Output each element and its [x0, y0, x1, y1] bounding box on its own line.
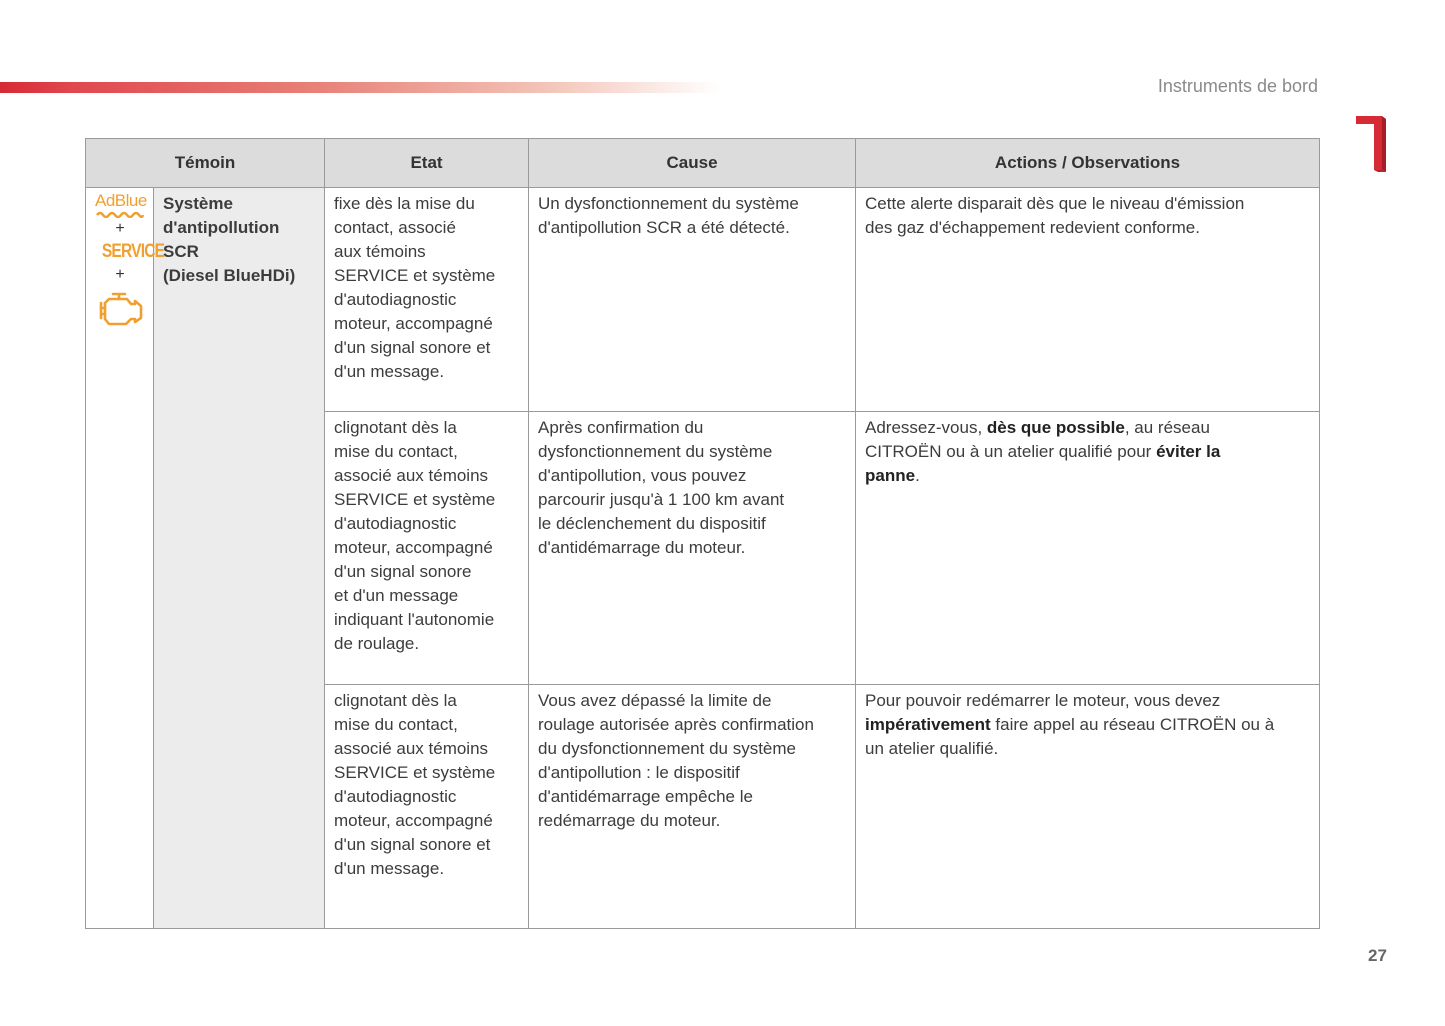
action-line: un atelier qualifié. — [865, 739, 999, 758]
action-emphasis: impérativement — [865, 715, 991, 734]
cause-line: Après confirmation du — [538, 418, 704, 437]
etat-cell — [325, 188, 529, 412]
system-name-line: d'antipollution — [163, 218, 280, 237]
etat-line: de roulage. — [334, 634, 420, 653]
etat-line: fixe dès la mise du — [334, 194, 475, 213]
etat-line: aux témoins — [334, 242, 426, 261]
action-line — [865, 713, 1311, 737]
action-text: CITROËN ou à un atelier qualifié pour — [865, 442, 1157, 461]
cause-line: redémarrage du moteur. — [538, 811, 721, 830]
header-accent-bar — [0, 82, 720, 93]
etat-line: indiquant l'autonomie — [334, 610, 495, 629]
etat-line: d'autodiagnostic — [334, 290, 457, 309]
plus-sign: + — [115, 266, 125, 283]
etat-cell — [325, 412, 529, 685]
etat-line: d'un signal sonore et — [334, 338, 491, 357]
adblue-wave-icon — [95, 210, 145, 218]
etat-cell — [325, 685, 529, 929]
etat-line: associé aux témoins — [334, 739, 489, 758]
cause-line: d'antidémarrage du moteur. — [538, 538, 746, 557]
engine-warning-icon — [95, 290, 145, 328]
service-icon: SERVICE — [101, 241, 165, 262]
system-name-line: Système — [163, 194, 233, 213]
action-text: Adressez-vous, — [865, 418, 987, 437]
cause-line: Vous avez dépassé la limite de — [538, 691, 772, 710]
etat-line: clignotant dès la — [334, 418, 457, 437]
action-line — [865, 416, 1311, 440]
etat-line: d'autodiagnostic — [334, 514, 457, 533]
action-line — [865, 464, 1311, 488]
action-cell — [856, 685, 1320, 929]
table-header-row — [86, 139, 1320, 188]
etat-line: moteur, accompagné — [334, 314, 493, 333]
etat-line: clignotant dès la — [334, 691, 457, 710]
etat-line: d'autodiagnostic — [334, 787, 457, 806]
cause-line: d'antipollution SCR a été détecté. — [538, 218, 790, 237]
column-header-etat: Etat — [325, 139, 529, 188]
plus-sign: + — [115, 220, 125, 237]
cause-line: roulage autorisée après confirmation — [538, 715, 814, 734]
table-row — [86, 188, 1320, 412]
etat-line: d'un signal sonore et — [334, 835, 491, 854]
temoin-icons-cell — [86, 188, 165, 929]
action-emphasis: panne — [865, 466, 916, 485]
column-header-temoin: Témoin — [86, 139, 325, 188]
column-header-actions: Actions / Observations — [856, 139, 1320, 188]
cause-cell — [529, 412, 856, 685]
etat-line: mise du contact, — [334, 715, 458, 734]
etat-line: d'un message. — [334, 362, 445, 381]
action-emphasis: dès que possible — [986, 418, 1125, 437]
action-line: Cette alerte disparait dès que le niveau d'émission — [865, 194, 1245, 213]
cause-cell — [529, 685, 856, 929]
etat-line: mise du contact, — [334, 442, 458, 461]
action-text: . — [915, 466, 920, 485]
etat-line: SERVICE et système — [334, 763, 496, 782]
system-name-line: (Diesel BlueHDi) — [163, 266, 296, 285]
action-cell — [856, 412, 1320, 685]
action-text: , au réseau — [1124, 418, 1210, 437]
adblue-label: AdBlue — [95, 191, 147, 210]
cause-line: le déclenchement du dispositif — [538, 514, 766, 533]
cause-line: du dysfonctionnement du système — [538, 739, 796, 758]
action-cell — [856, 188, 1320, 412]
cause-line: d'antipollution : le dispositif — [538, 763, 740, 782]
etat-line: SERVICE et système — [334, 266, 496, 285]
column-header-cause: Cause — [529, 139, 856, 188]
cause-line: dysfonctionnement du système — [538, 442, 773, 461]
page-number: 27 — [1368, 946, 1387, 965]
system-name-cell — [154, 188, 325, 929]
chapter-number-glyph — [1352, 110, 1392, 174]
adblue-icon — [95, 192, 145, 218]
warning-lights-table — [85, 138, 1320, 929]
etat-line: d'un signal sonore — [334, 562, 472, 581]
cause-line: parcourir jusqu'à 1 100 km avant — [538, 490, 785, 509]
etat-line: moteur, accompagné — [334, 811, 493, 830]
cause-cell — [529, 188, 856, 412]
cause-line: d'antipollution, vous pouvez — [538, 466, 747, 485]
etat-line: d'un message. — [334, 859, 445, 878]
etat-line: associé aux témoins — [334, 466, 489, 485]
cause-line: Un dysfonctionnement du système — [538, 194, 799, 213]
etat-line: et d'un message — [334, 586, 459, 605]
chapter-number — [1352, 110, 1392, 174]
action-emphasis: éviter la — [1156, 442, 1221, 461]
action-line: Pour pouvoir redémarrer le moteur, vous devez — [865, 691, 1221, 710]
action-line — [865, 440, 1311, 464]
action-line: des gaz d'échappement redevient conforme. — [865, 218, 1200, 237]
etat-line: moteur, accompagné — [334, 538, 493, 557]
etat-line: SERVICE et système — [334, 490, 496, 509]
cause-line: d'antidémarrage empêche le — [538, 787, 753, 806]
section-title: Instruments de bord — [1157, 76, 1318, 96]
action-text: faire appel au réseau CITROËN ou à — [990, 715, 1275, 734]
etat-line: contact, associé — [334, 218, 456, 237]
system-name-line: SCR — [163, 242, 199, 261]
